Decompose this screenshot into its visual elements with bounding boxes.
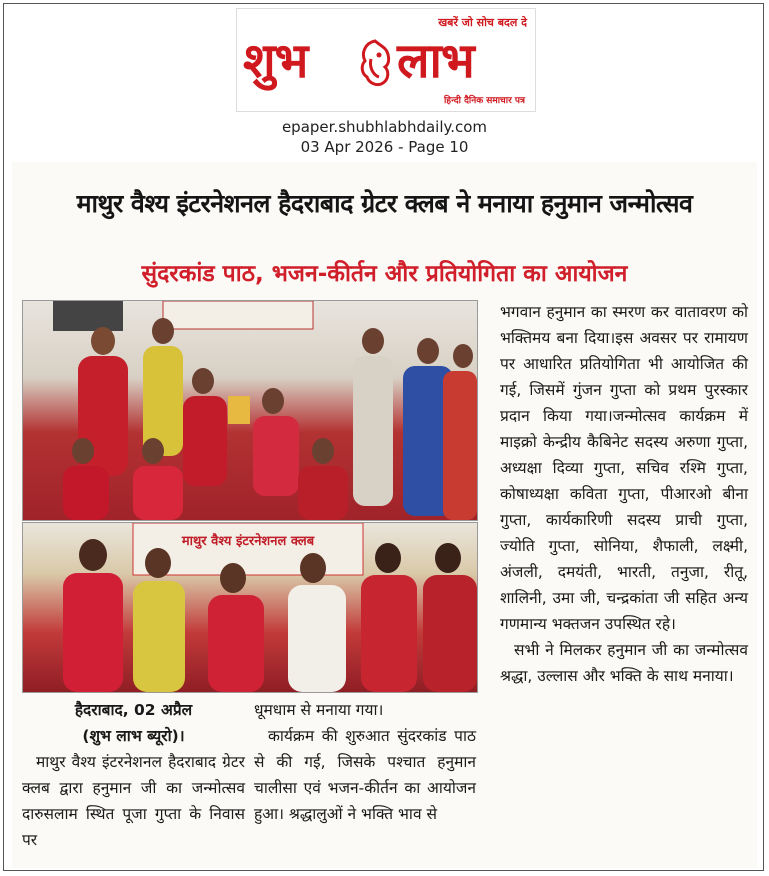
column-right-paragraph-1: भगवान हनुमान का स्मरण कर वातावरण को भक्तिमय बना दिया।इस अवसर पर रामायण पर आधारित प्रतियोगिता भी आयोजित की गई, जिसमें गुंजन गुप्ता को प्रथम पुरस्कार प्रदान किया गया।जन्मोत्सव कार्यक्रम में माइक्रो केन्द्रीय कैबिनेट सदस्य अरुणा गुप्ता, अध्यक्षा दिव्या गुप्ता, सचिव रश्मि गुप्ता, कोषाध्यक्षा कविता गुप्ता, पीआरओ बीना गुप्ता, कार्यकारिणी सदस्य प्राची गुप्ता, ज्योति गुप्ता, सोनिया, शैफाली, लक्ष्मी, अंजली, दमयंती, भारती, तनुजा, रीतू, शालिनी, उमा जी, चन्द्रकांता जी सहित अन्य गणमान्य भक्तजन उपस्थित रहे। <box>500 303 748 633</box>
article-column-middle <box>254 697 476 827</box>
article-bureau: (शुभ लाभ ब्यूरो)। <box>82 727 185 745</box>
column-left-paragraph: माथुर वैश्य इंटरनेशनल हैदराबाद ग्रेटर क्लब द्वारा हनुमान जी का जन्मोत्सव दारुसलाम स्थित पूजा गुप्ता के निवास पर <box>22 753 245 849</box>
column-middle-paragraph-1: धूमधाम से मनाया गया। <box>254 701 384 719</box>
photo-banner-text: माथुर वैश्य इंटरनेशनल क्लब <box>181 534 315 549</box>
logo-word-right: लाभ <box>397 33 474 89</box>
photo-prize-illustration <box>23 523 477 692</box>
epaper-url: epaper.shubhlabhdaily.com <box>281 118 488 136</box>
article-dateline: हैदराबाद, 02 अप्रैल <box>74 701 193 719</box>
logo-word-left: शुभ <box>243 33 308 89</box>
article-subheadline: सुंदरकांड पाठ, भजन-कीर्तन और प्रतियोगिता का आयोजन <box>141 261 628 287</box>
newspaper-masthead <box>236 8 536 112</box>
event-photo-group <box>22 300 478 521</box>
article-column-left <box>22 697 245 853</box>
column-middle-paragraph-2: कार्यक्रम की शुरुआत सुंदरकांड पाठ से की गई, जिसके पश्चात हनुमान चालीसा एवं भजन-कीर्तन का आयोजन हुआ। श्रद्धालुओं ने भक्ति भाव से <box>254 727 476 823</box>
article-headline: माथुर वैश्य इंटरनेशनल हैदराबाद ग्रेटर क्लब ने मनाया हनुमान जन्मोत्सव <box>76 189 693 218</box>
edition-date-page: 03 Apr 2026 - Page 10 <box>300 138 469 156</box>
event-photo-prize <box>22 522 478 693</box>
masthead-tagline: खबरें जो सोच बदल दे <box>438 16 527 29</box>
ganesh-logo-icon <box>355 37 395 89</box>
photo-group-illustration <box>23 301 477 520</box>
masthead-subtag: हिन्दी दैनिक समाचार पत्र <box>443 96 525 106</box>
column-right-paragraph-2: सभी ने मिलकर हनुमान जी का जन्मोत्सव श्रद्धा, उल्लास और भक्ति के साथ मनाया। <box>500 641 748 685</box>
article-column-right <box>500 299 748 689</box>
